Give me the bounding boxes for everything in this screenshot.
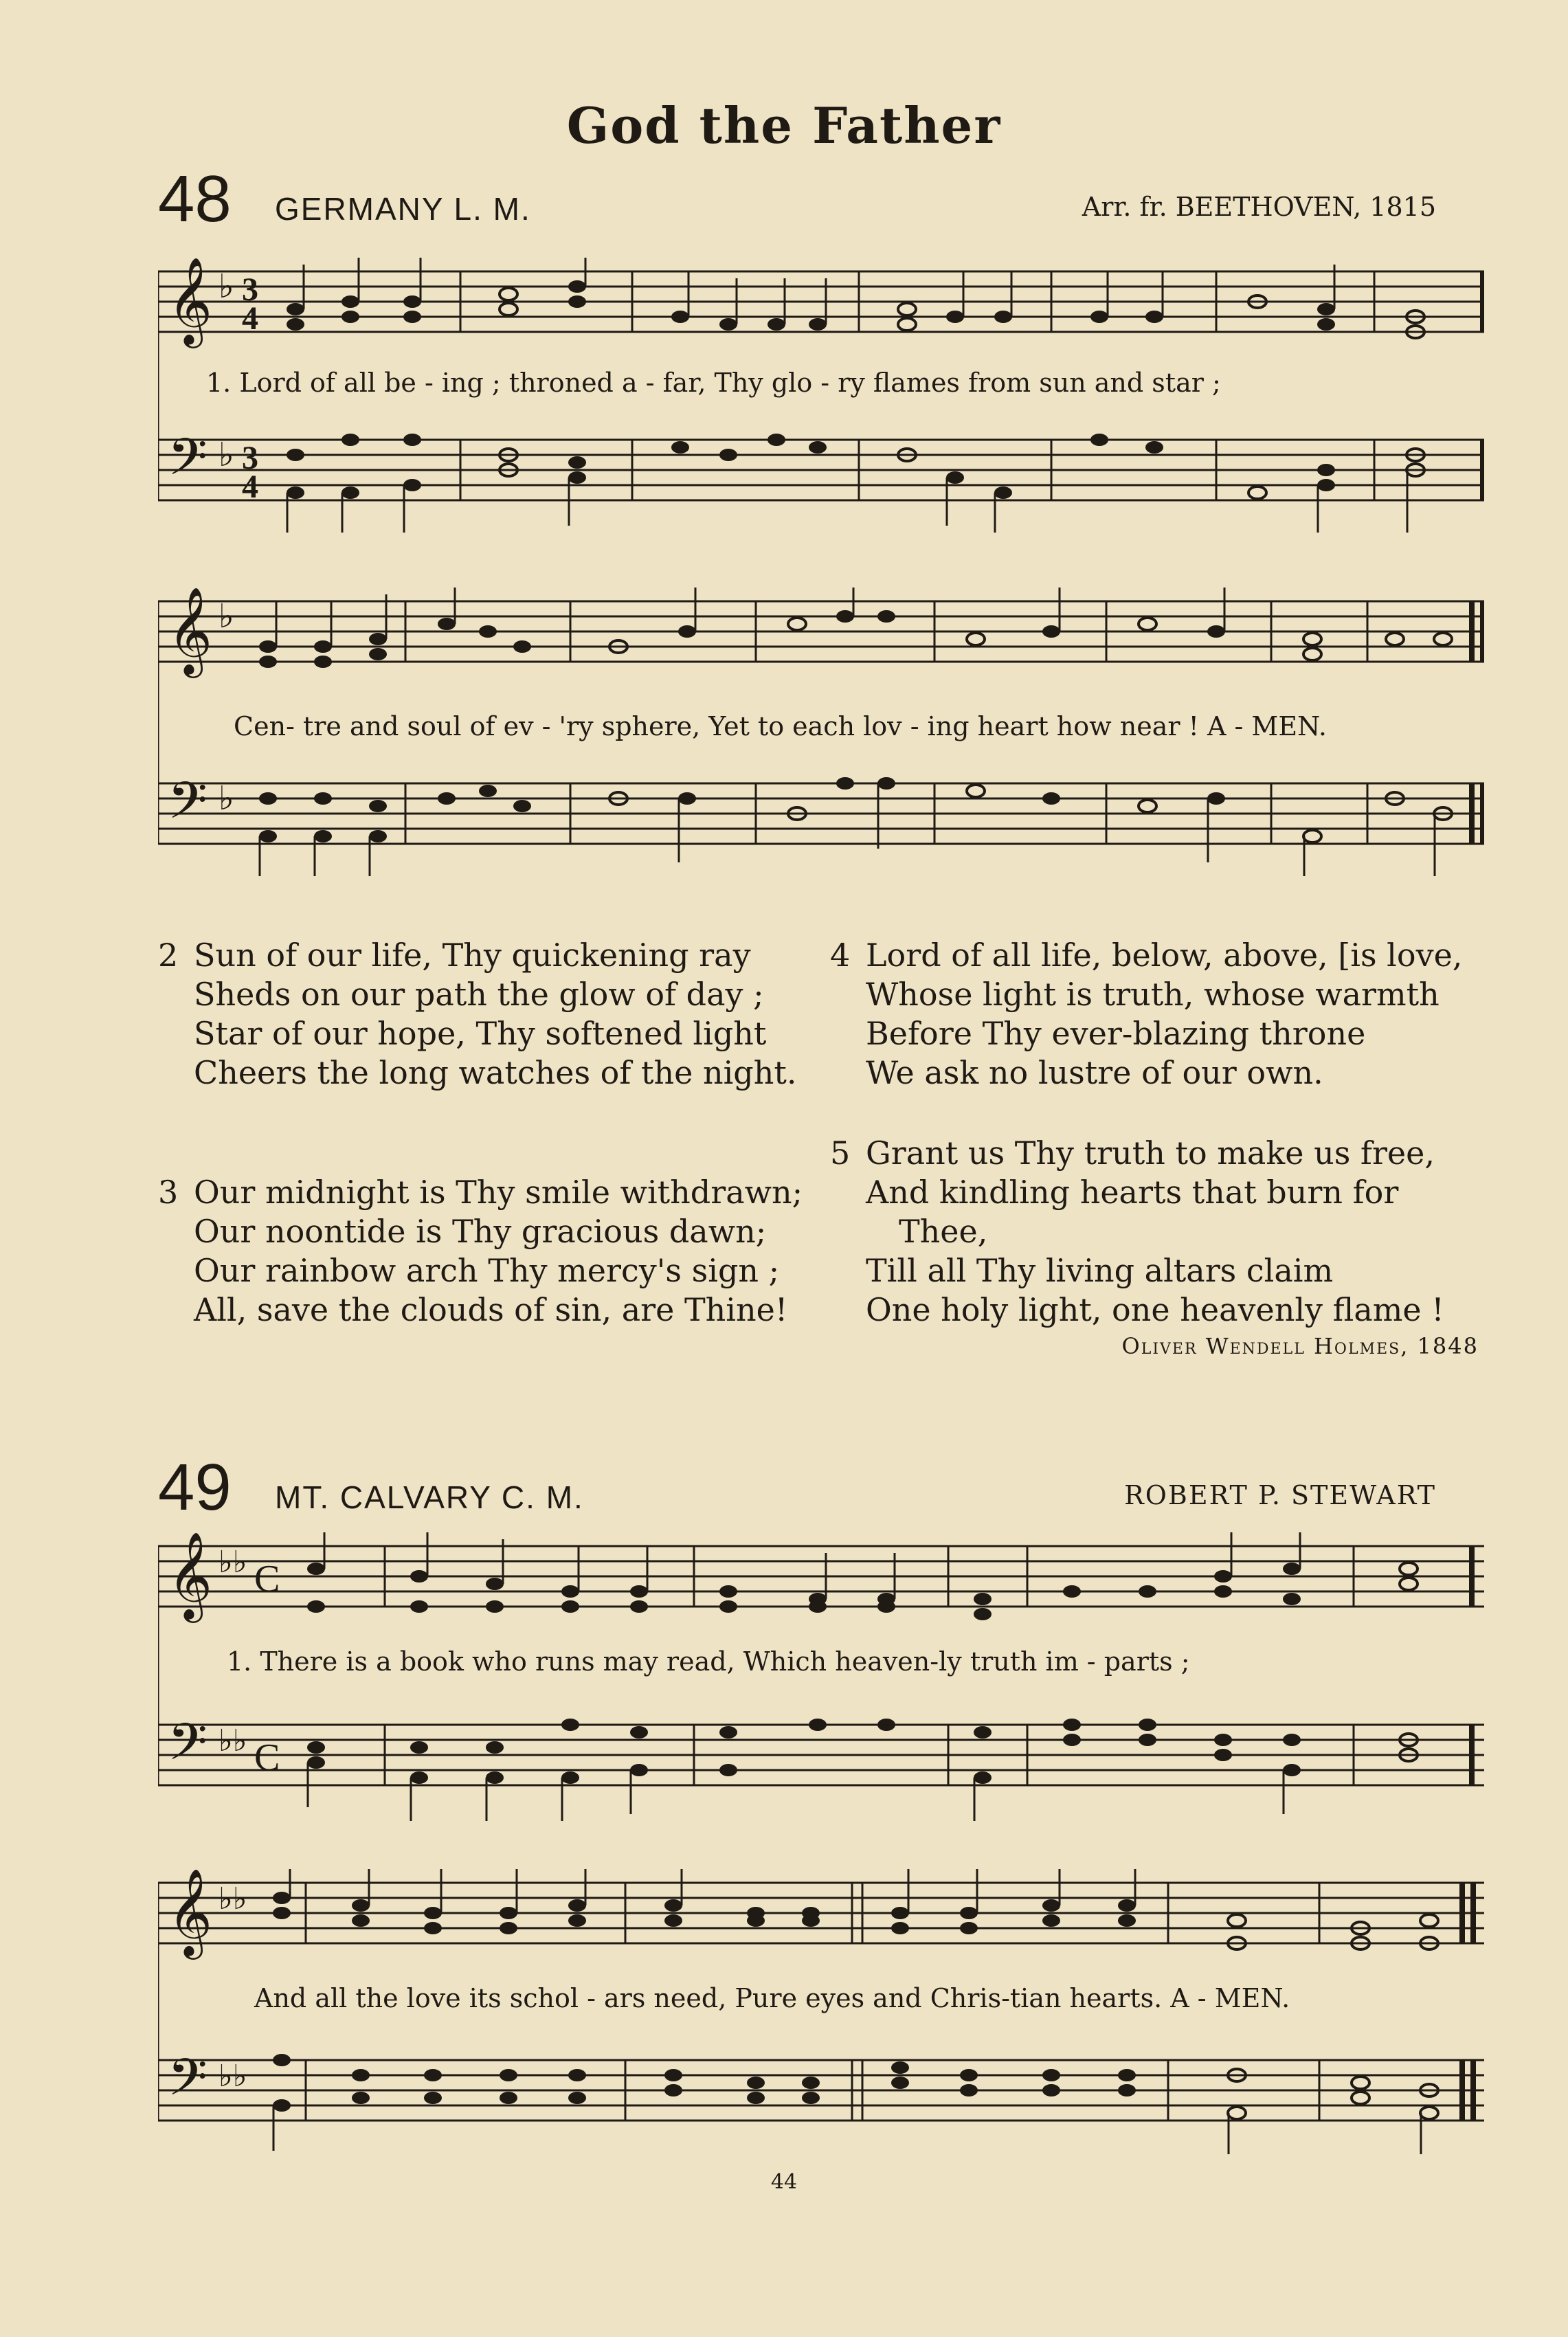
verse-line: Our midnight is Thy smile withdrawn;	[194, 1174, 803, 1211]
verse-line: And kindling hearts that burn for	[866, 1174, 1399, 1211]
verse-line: Star of our hope, Thy softened light	[194, 1015, 767, 1052]
hymn-48-header	[158, 161, 1436, 244]
svg-text:♭♭: ♭♭	[219, 2059, 247, 2094]
verse-line: Till all Thy living altars claim	[866, 1252, 1334, 1289]
hymn-number: 49	[158, 1451, 232, 1524]
composer: Arr. fr. BEETHOVEN, 1815	[1082, 192, 1436, 222]
svg-text:4: 4	[242, 469, 258, 505]
verse-3	[158, 1173, 803, 1330]
treble-staff	[158, 601, 1484, 662]
tune-name: GERMANY L. M.	[275, 191, 531, 227]
composer: ROBERT P. STEWART	[1124, 1480, 1436, 1510]
verse-line: Our noontide is Thy gracious dawn;	[194, 1213, 767, 1250]
verse-line: Lord of all life, below, above, [is love,	[866, 937, 1463, 974]
verse-4	[830, 936, 1462, 1093]
verse-line: Sheds on our path the glow of day ;	[194, 976, 764, 1013]
verse-number: 4	[830, 937, 851, 974]
bass-clef: 𝄢	[168, 2048, 208, 2120]
verse-line: Whose light is truth, whose warmth	[866, 976, 1440, 1013]
verse-line: Cheers the long watches of the night.	[194, 1054, 797, 1091]
verse-line: One holy light, one heavenly flame !	[866, 1291, 1444, 1328]
verse-number: 3	[158, 1174, 179, 1211]
treble-staff	[158, 1883, 1484, 1943]
svg-text:C: C	[254, 1558, 280, 1600]
svg-text:♭♭: ♭♭	[219, 1723, 247, 1758]
bass-staff	[158, 1725, 1484, 1785]
bass-staff	[158, 783, 1484, 844]
svg-text:3: 3	[242, 440, 258, 476]
music-staves	[158, 258, 1484, 553]
section-title: God the Father	[566, 96, 1002, 155]
tune-name: MT. CALVARY C. M.	[275, 1479, 584, 1515]
music-staves	[158, 1532, 1484, 1828]
svg-text:4: 4	[242, 300, 258, 337]
verse-line: All, save the clouds of sin, are Thine!	[194, 1291, 788, 1328]
svg-text:♭: ♭	[219, 267, 234, 306]
treble-clef: 𝄞	[168, 1532, 213, 1619]
hymn-author: Oliver Wendell Holmes, 1848	[1121, 1333, 1479, 1359]
verse-line: Our rainbow arch Thy mercy's sign ;	[194, 1252, 780, 1289]
verse-line: Thee,	[899, 1213, 988, 1250]
verse-number: 2	[158, 937, 179, 974]
svg-text:3: 3	[242, 271, 258, 308]
hymn-49-header	[158, 1450, 1436, 1532]
treble-clef: 𝄞	[168, 588, 213, 674]
music-system	[158, 588, 1484, 883]
treble-clef: 𝄞	[168, 1869, 213, 1956]
svg-text:♭♭: ♭♭	[219, 1881, 247, 1916]
verse-line: Grant us Thy truth to make us free,	[866, 1134, 1435, 1172]
svg-text:♭: ♭	[219, 436, 234, 474]
page-number: 44	[770, 2170, 798, 2194]
svg-text:♭: ♭	[219, 779, 234, 818]
music-system	[158, 1532, 1484, 1828]
verse-line: Before Thy ever-blazing throne	[866, 1015, 1366, 1052]
verse-2	[158, 936, 796, 1093]
svg-text:♭: ♭	[219, 597, 234, 636]
lyrics-line: Cen- tre and soul of ev - 'ry sphere, Yet to each lov - ing heart how near ! A - MEN.	[234, 711, 1327, 741]
svg-text:C: C	[254, 1736, 280, 1779]
verse-line: Sun of our life, Thy quickening ray	[194, 937, 751, 974]
bass-staff	[158, 2060, 1484, 2121]
bass-clef: 𝄢	[168, 771, 208, 843]
lyrics-line: 1. Lord of all be - ing ; throned a - far, Thy glo - ry flames from sun and star ;	[206, 368, 1221, 398]
music-staves	[158, 1869, 1484, 2158]
music-system	[158, 258, 1484, 553]
verse-line: We ask no lustre of our own.	[866, 1054, 1323, 1091]
bass-clef: 𝄢	[168, 1712, 208, 1785]
verse-5	[830, 1134, 1444, 1330]
lyrics-line: 1. There is a book who runs may read, Which heaven-ly truth im - parts ;	[227, 1646, 1190, 1677]
verse-number: 5	[830, 1134, 851, 1172]
svg-text:♭♭: ♭♭	[219, 1545, 247, 1580]
lyrics-line: And all the love its schol - ars need, Pure eyes and Chris-tian hearts. A - MEN.	[254, 1983, 1290, 2013]
bass-clef: 𝄢	[168, 427, 208, 500]
hymn-number: 48	[158, 162, 232, 236]
treble-clef: 𝄞	[168, 258, 213, 344]
music-system	[158, 1869, 1484, 2158]
